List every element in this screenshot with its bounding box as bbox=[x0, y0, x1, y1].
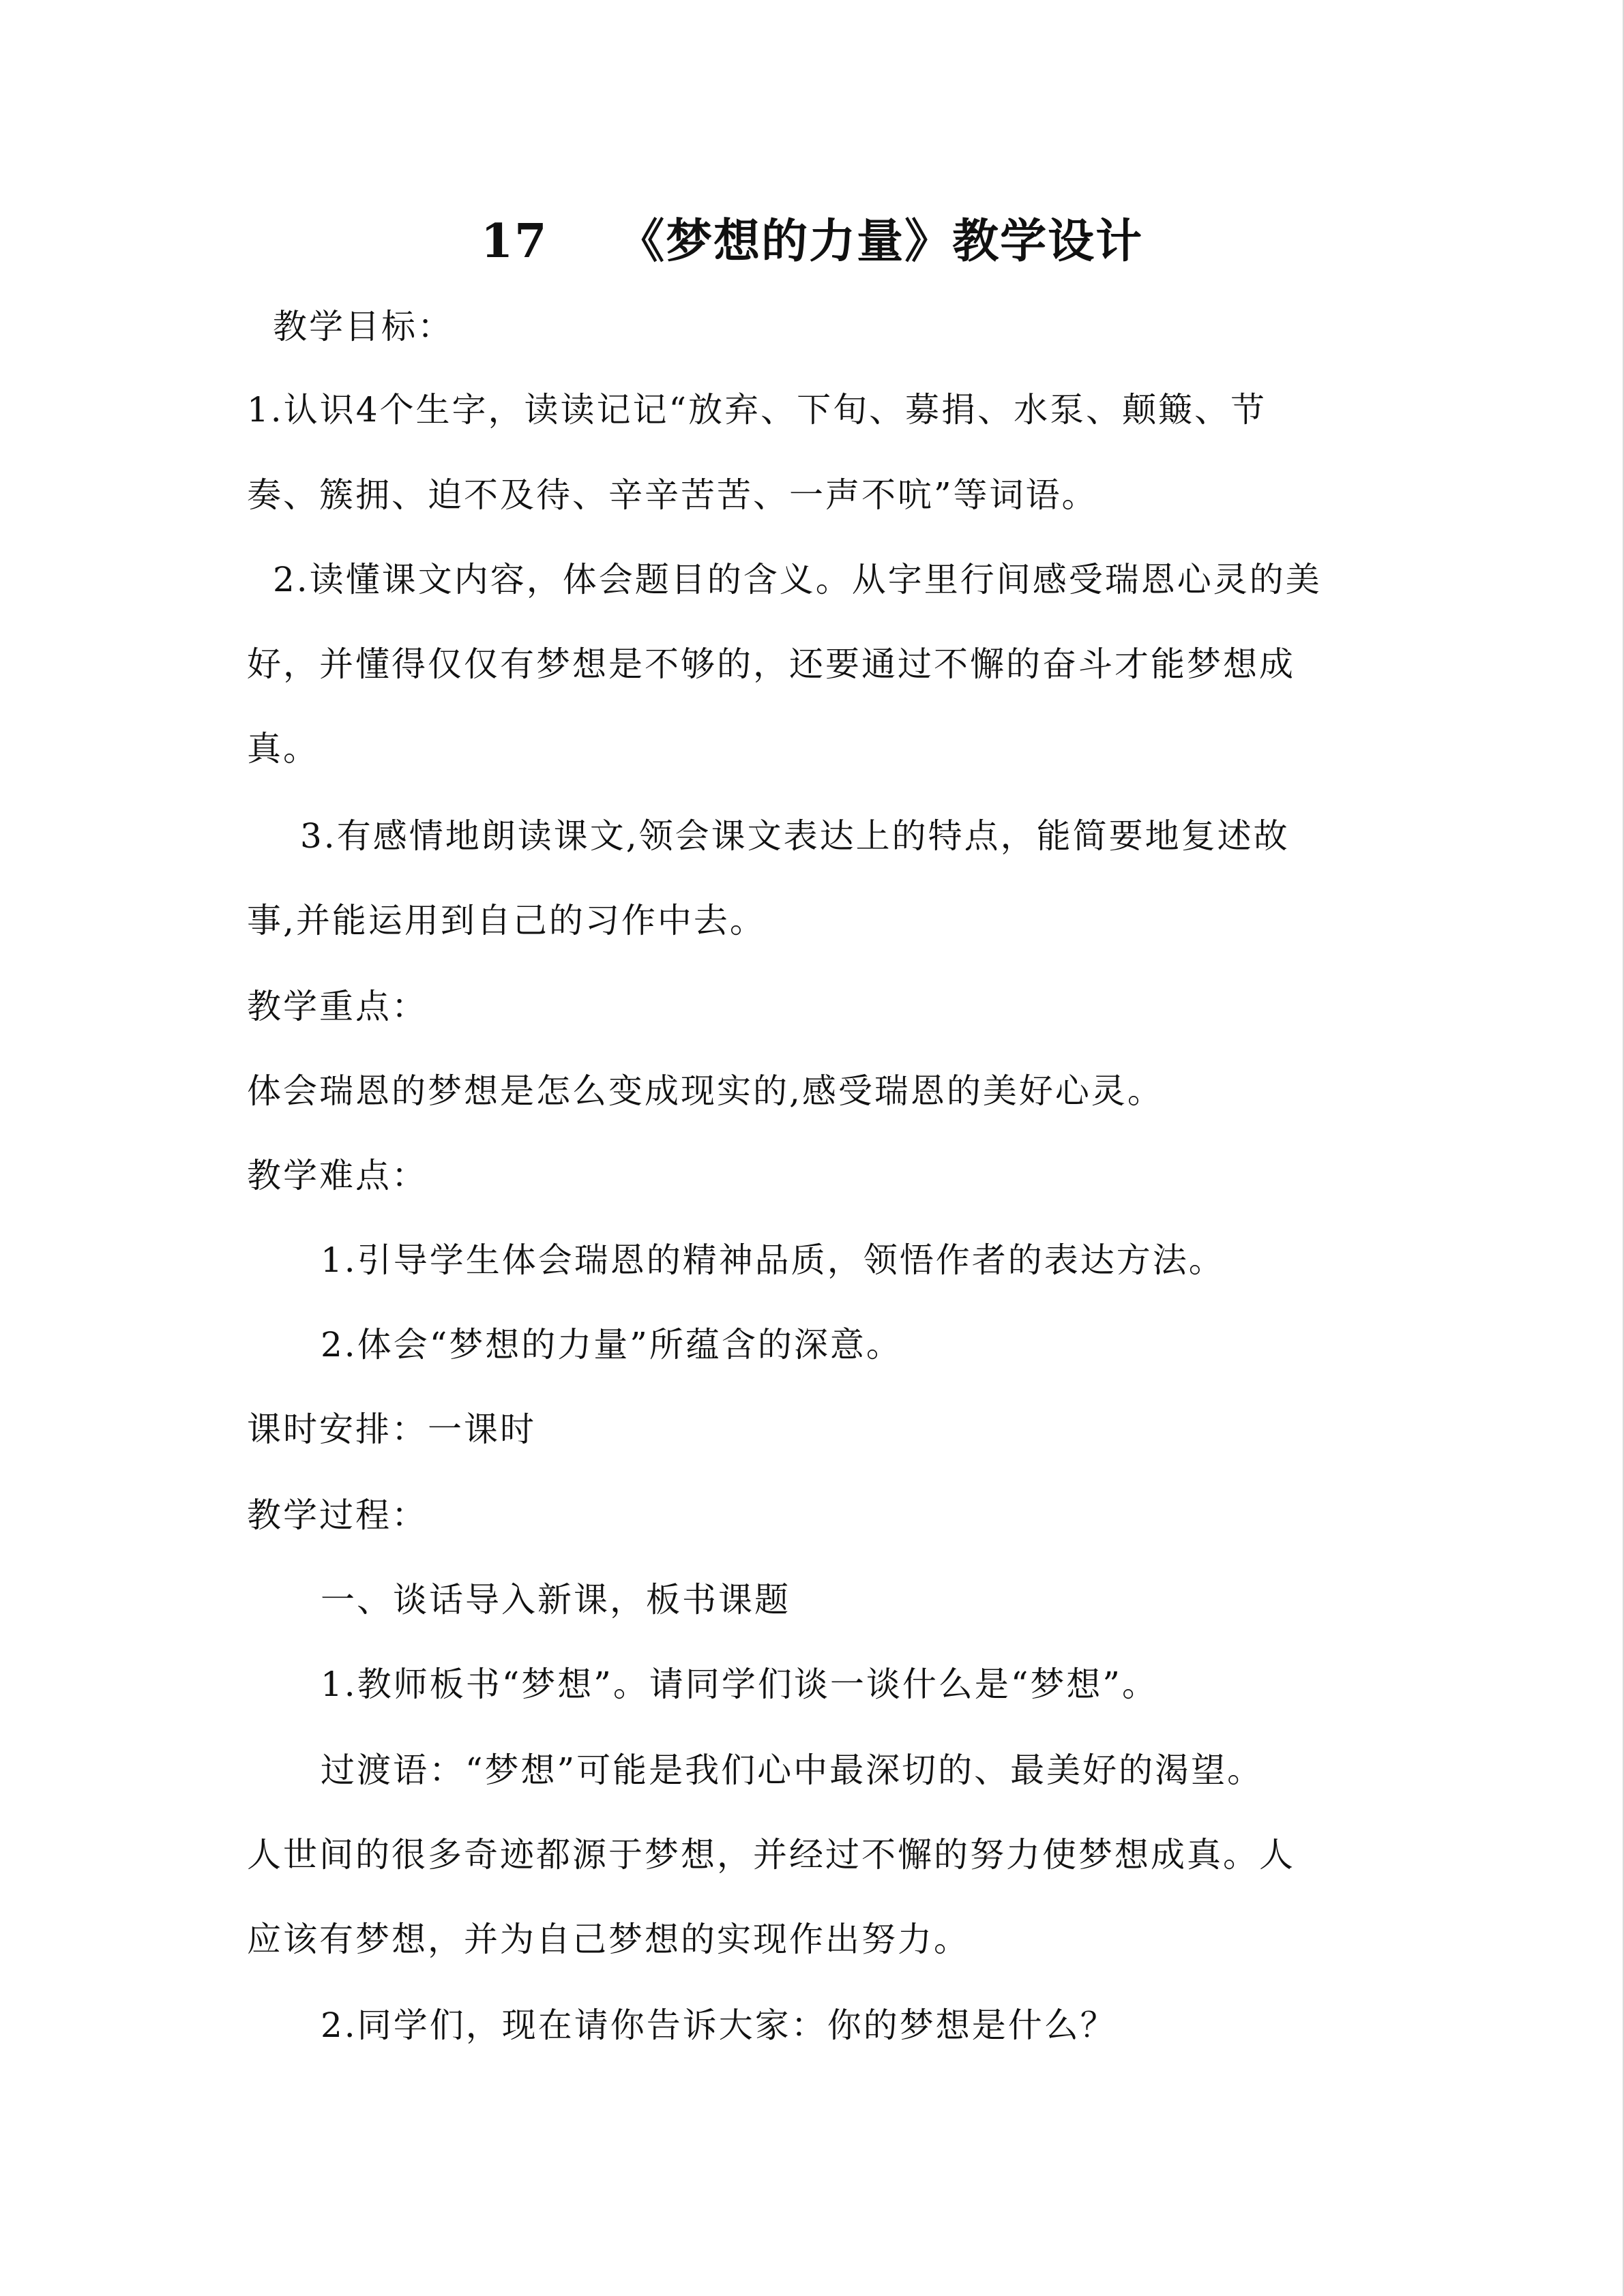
objectives-heading: 教学目标： bbox=[273, 307, 454, 346]
difficult-point-1: 1.引导学生体会瑞恩的精神品质，领悟作者的表达方法。 bbox=[321, 1240, 1225, 1280]
key-points-text: 体会瑞恩的梦想是怎么变成现实的,感受瑞恩的美好心灵。 bbox=[247, 1071, 1164, 1111]
key-points-heading: 教学重点： bbox=[247, 987, 428, 1026]
objective-3-line-1: 3.有感情地朗读课文,领会课文表达上的特点，能简要地复述故 bbox=[300, 816, 1290, 856]
transition-line-3: 应该有梦想，并为自己梦想的实现作出努力。 bbox=[247, 1920, 970, 1959]
objective-2-line-2: 好，并懂得仅仅有梦想是不够的，还要通过不懈的奋斗才能梦想成 bbox=[247, 644, 1295, 684]
objective-3-line-2: 事,并能运用到自己的习作中去。 bbox=[247, 901, 766, 940]
difficult-points-heading: 教学难点： bbox=[247, 1156, 428, 1195]
objective-2-line-3: 真。 bbox=[247, 729, 319, 769]
step-1-heading: 一、谈话导入新课，板书课题 bbox=[321, 1580, 791, 1620]
step-1-item-1: 1.教师板书“梦想”。请同学们谈一谈什么是“梦想”。 bbox=[321, 1665, 1158, 1704]
objective-2-line-1: 2.读懂课文内容，体会题目的含义。从字里行间感受瑞恩心灵的美 bbox=[273, 560, 1322, 599]
objective-1-line-2: 奏、簇拥、迫不及待、辛辛苦苦、一声不吭”等词语。 bbox=[247, 475, 1098, 515]
process-heading: 教学过程： bbox=[247, 1495, 428, 1535]
transition-line-2: 人世间的很多奇迹都源于梦想，并经过不懈的努力使梦想成真。人 bbox=[247, 1835, 1295, 1875]
document-title: 17 《梦想的力量》教学设计 bbox=[480, 214, 1144, 269]
lesson-schedule: 课时安排：一课时 bbox=[247, 1410, 536, 1449]
step-1-item-2: 2.同学们，现在请你告诉大家：你的梦想是什么？ bbox=[321, 2006, 1117, 2045]
objective-1-line-1: 1.认识4个生字，读读记记“放弃、下旬、募捐、水泵、颠簸、节 bbox=[247, 390, 1267, 430]
difficult-point-2: 2.体会“梦想的力量”所蕴含的深意。 bbox=[321, 1325, 902, 1365]
transition-line-1: 过渡语：“梦想”可能是我们心中最深切的、最美好的渴望。 bbox=[321, 1750, 1264, 1790]
